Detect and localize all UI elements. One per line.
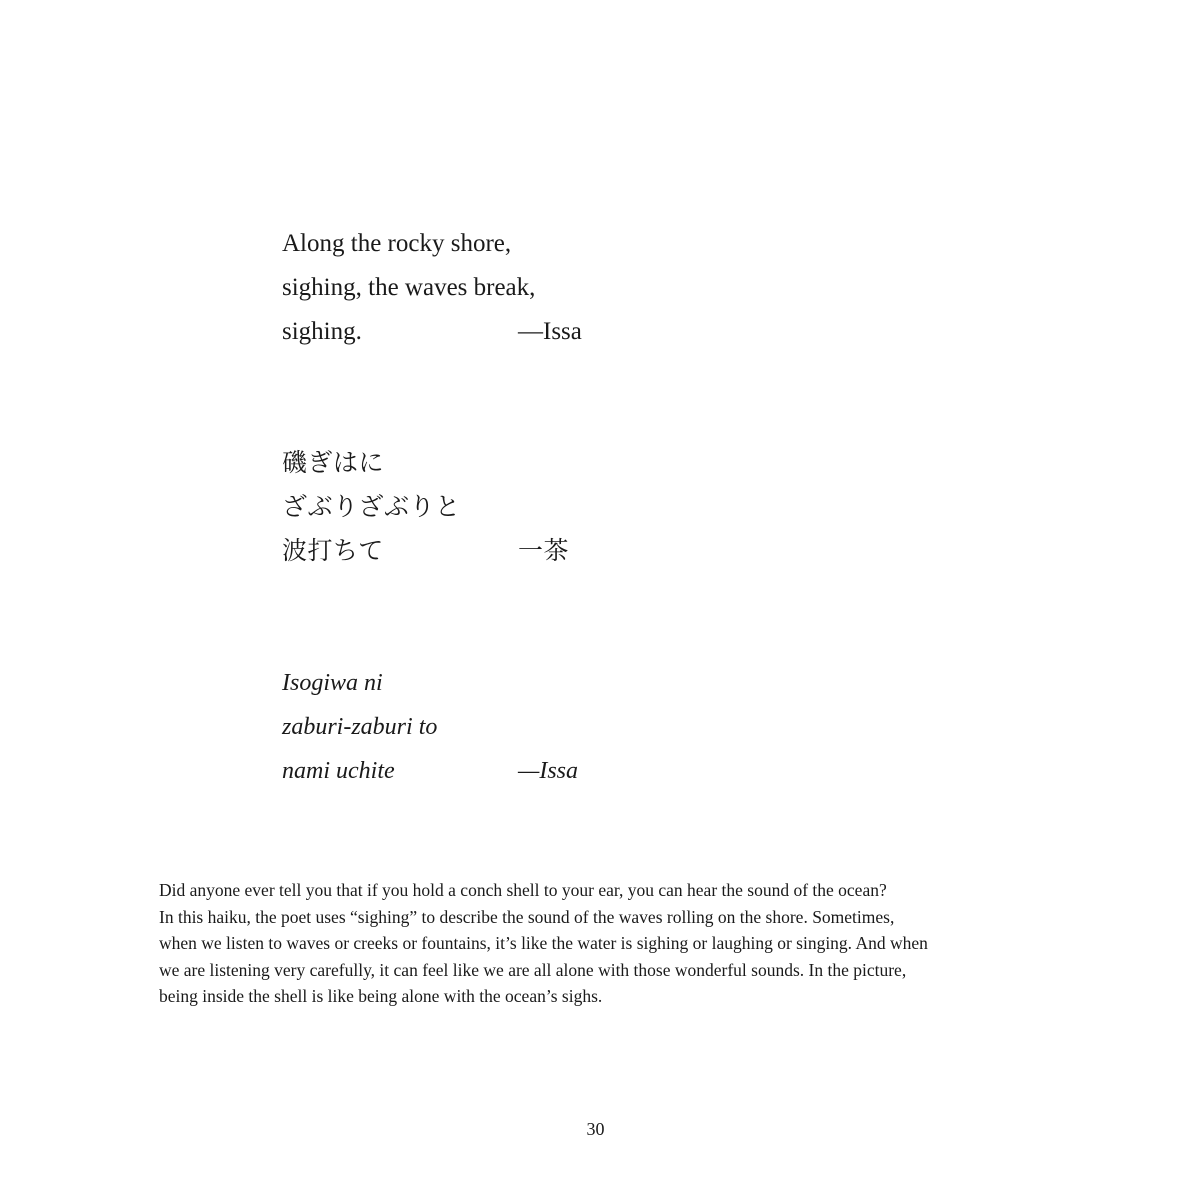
haiku-romaji-line-text: nami uchite xyxy=(282,758,395,784)
haiku-romaji-line-1 xyxy=(282,661,682,705)
haiku-english-line-2 xyxy=(282,266,682,310)
haiku-japanese-line-2 xyxy=(282,485,682,529)
commentary-line: when we listen to waves or creeks or fountains, it’s like the water is sighing or laughing or singing. And when xyxy=(159,933,928,954)
haiku-japanese-line-text: 波打ちて xyxy=(282,536,384,565)
haiku-japanese-line-3 xyxy=(282,529,682,573)
haiku-romaji-line-2 xyxy=(282,705,682,749)
haiku-romaji xyxy=(282,661,682,793)
haiku-japanese xyxy=(282,441,682,573)
haiku-english-attribution: —Issa xyxy=(518,318,582,345)
haiku-romaji-attribution: —Issa xyxy=(518,758,579,784)
haiku-japanese-line-text: ざぶりざぶりと xyxy=(282,492,461,521)
haiku-english-line-1 xyxy=(282,222,682,266)
haiku-romaji-line-text: zaburi-zaburi to xyxy=(282,714,438,740)
haiku-japanese-attribution: 一茶 xyxy=(518,536,570,565)
commentary-line: Did anyone ever tell you that if you hold a conch shell to your ear, you can hear the sound of the ocean? xyxy=(159,880,887,900)
commentary-paragraph xyxy=(159,877,1039,1010)
haiku-english-line-3 xyxy=(282,310,682,354)
haiku-english-line-text: sighing, the waves break, xyxy=(282,274,536,301)
haiku-romaji-line-text: Isogiwa ni xyxy=(282,670,383,696)
commentary-line: being inside the shell is like being alone with the ocean’s sighs. xyxy=(159,986,603,1007)
haiku-english-line-text: sighing. xyxy=(282,318,362,345)
haiku-english-line-text: Along the rocky shore, xyxy=(282,230,512,257)
commentary-line: In this haiku, the poet uses “sighing” to describe the sound of the waves rolling on the shore. Sometimes, xyxy=(159,906,895,927)
haiku-japanese-line-1 xyxy=(282,441,682,485)
haiku-english xyxy=(282,222,682,354)
commentary-line: we are listening very carefully, it can feel like we are all alone with those wonderful sounds. In the picture, xyxy=(159,959,907,980)
haiku-japanese-line-text: 磯ぎはに xyxy=(282,448,385,477)
haiku-romaji-line-3 xyxy=(282,749,682,793)
page-number: 30 xyxy=(586,1119,605,1139)
